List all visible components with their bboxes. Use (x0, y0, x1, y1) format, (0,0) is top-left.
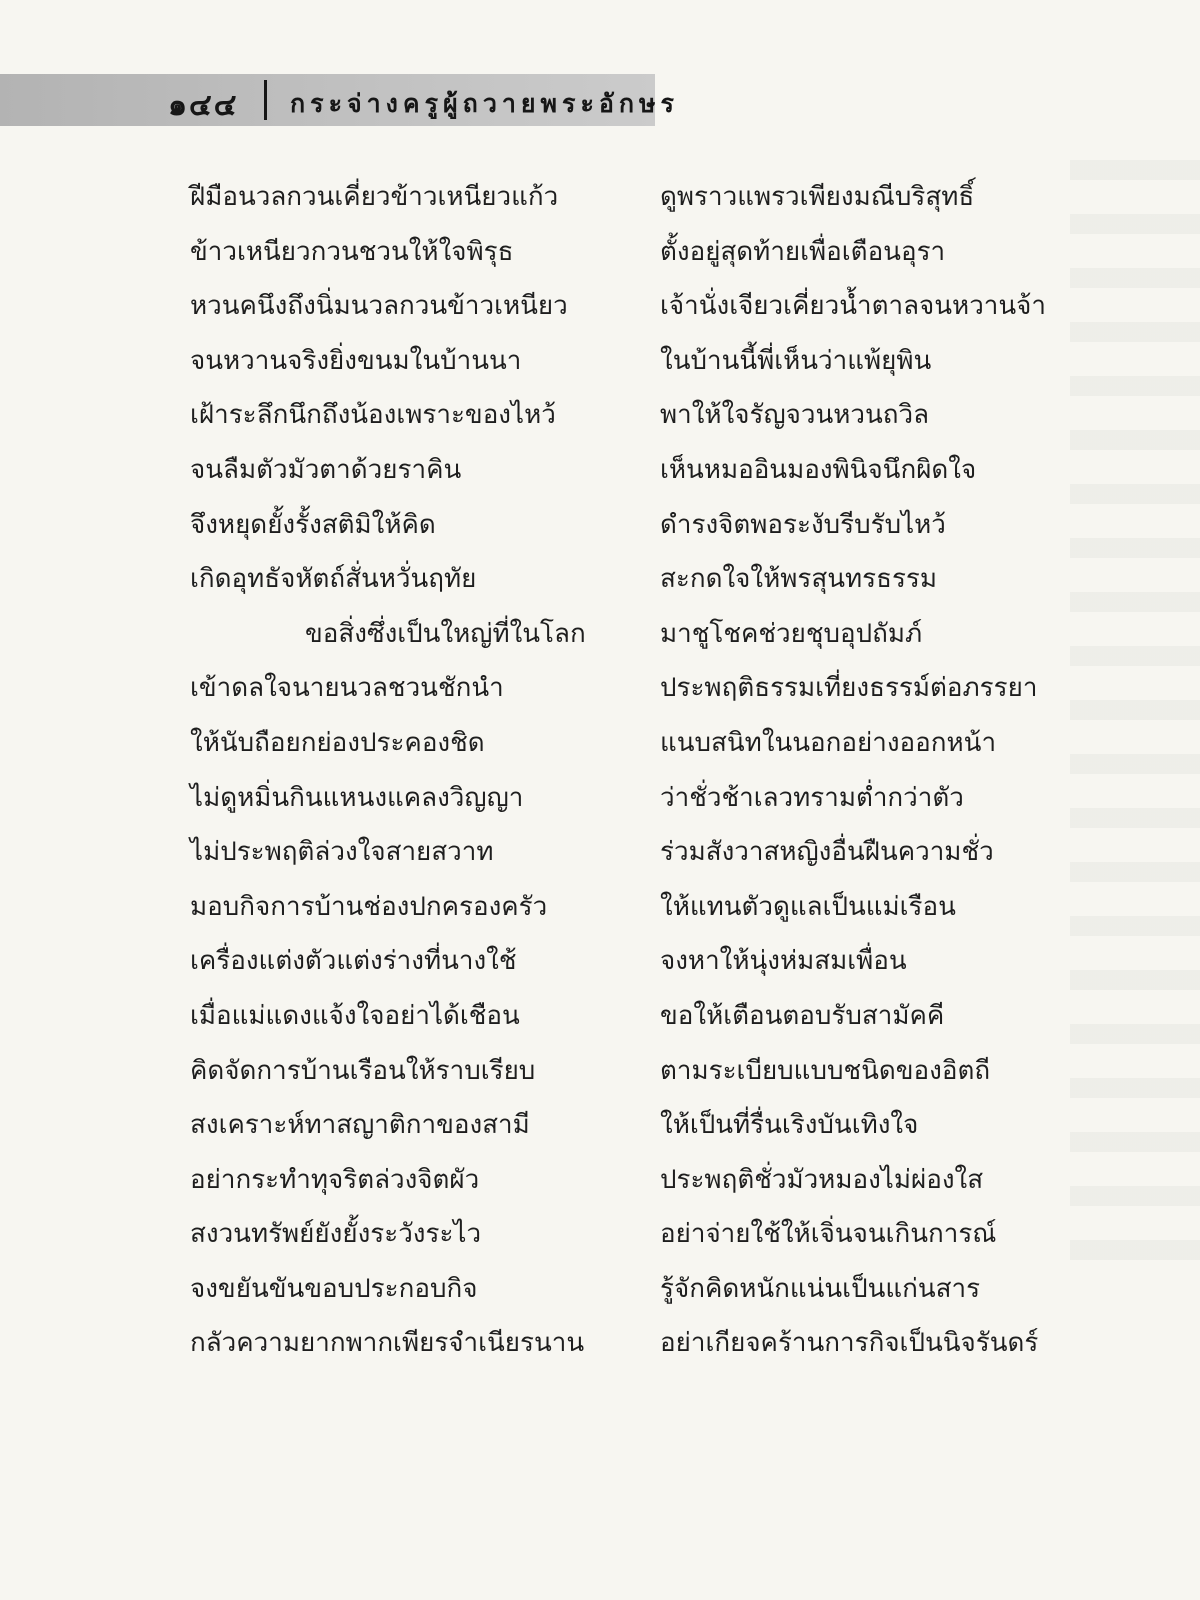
verse-line: จงหาให้นุ่งห่มสมเพื่อน (660, 946, 907, 977)
verse-line: เจ้านั่งเจียวเคี่ยวน้ำตาลจนหวานจ้า (660, 291, 1047, 322)
verse-line: คิดจัดการบ้านเรือนให้ราบเรียบ (190, 1055, 536, 1086)
verse-line: หวนคนึงถึงนิ่มนวลกวนข้าวเหนียว (190, 291, 568, 322)
verse-line: กลัวความยากพากเพียรจำเนียรนาน (190, 1328, 585, 1359)
verse-line: แนบสนิทในนอกอย่างออกหน้า (660, 727, 997, 758)
verse-column-right (660, 170, 1060, 1371)
verse-line: จนลืมตัวมัวตาด้วยราคิน (190, 454, 462, 485)
verse-line: ดูพราวแพรวเพียงมณีบริสุทธิ์ (660, 182, 975, 212)
verse-line: ร่วมสังวาสหญิงอื่นฝืนความชั่ว (660, 837, 994, 868)
verse-line: อย่ากระทำทุจริตล่วงจิตผัว (190, 1164, 480, 1195)
verse-line: ไม่ประพฤติล่วงใจสายสวาท (190, 837, 494, 868)
verse-line: ขอให้เตือนตอบรับสามัคคี (660, 1000, 945, 1031)
verse-line: จนหวานจริงยิ่งขนมในบ้านนา (190, 345, 522, 376)
verse-line: สงวนทรัพย์ยังยั้งระวังระไว (190, 1219, 482, 1250)
verse-line: สงเคราะห์ทาสญาติกาของสามี (190, 1110, 530, 1141)
verse-line: เข้าดลใจนายนวลชวนชักนำ (190, 673, 504, 704)
verse-line: ว่าชั่วช้าเลวทรามต่ำกว่าตัว (660, 782, 964, 813)
verse-line: ตามระเบียบแบบชนิดของอิตถี (660, 1055, 991, 1086)
verse-line: รู้จักคิดหนักแน่นเป็นแก่นสาร (660, 1273, 981, 1304)
verse-line: อย่าจ่ายใช้ให้เจิ่นจนเกินการณ์ (660, 1219, 997, 1250)
verse-line: สะกดใจให้พรสุนทรธรรม (660, 564, 938, 595)
verse-line: ไม่ดูหมิ่นกินแหนงแคลงวิญญา (190, 782, 524, 813)
verse-line: เครื่องแต่งตัวแต่งร่างที่นางใช้ (190, 946, 517, 977)
verse-line: ให้นับถือยกย่องประคองชิด (190, 727, 485, 758)
header-divider (264, 80, 267, 120)
verse-line: อย่าเกียจคร้านการกิจเป็นนิจรันดร์ (660, 1328, 1039, 1359)
verse-line: ให้แทนตัวดูแลเป็นแม่เรือน (660, 891, 956, 922)
verse-line: มอบกิจการบ้านช่องปกครองครัว (190, 891, 548, 922)
verse-line: ตั้งอยู่สุดท้ายเพื่อเตือนอุรา (660, 236, 946, 267)
verse-line: จึงหยุดยั้งรั้งสติมิให้คิด (190, 509, 436, 540)
verse-line: เมื่อแม่แดงแจ้งใจอย่าได้เชือน (190, 1000, 520, 1031)
verse-line-indented: ขอสิ่งซึ่งเป็นใหญ่ที่ในโลก (305, 618, 586, 649)
running-title: กระจ่างครูผู้ถวายพระอักษร (290, 89, 679, 118)
verse-line: ในบ้านนี้พี่เห็นว่าแพ้ยุพิน (660, 345, 932, 376)
show-through-background (1070, 160, 1200, 1260)
verse-line: ประพฤติชั่วมัวหมองไม่ผ่องใส (660, 1164, 984, 1195)
verse-line: เห็นหมออินมองพินิจนึกผิดใจ (660, 454, 977, 485)
page-number: ๑๔๔ (168, 88, 239, 123)
verse-line: ฝีมือนวลกวนเคี่ยวข้าวเหนียวแก้ว (190, 182, 559, 212)
verse-line: จงขยันขันขอบประกอบกิจ (190, 1273, 478, 1304)
verse-line: เฝ้าระลึกนึกถึงน้องเพราะของไหว้ (190, 400, 556, 431)
verse-column-left (190, 170, 650, 1371)
verse-line: ประพฤติธรรมเที่ยงธรรม์ต่อภรรยา (660, 673, 1038, 704)
verse-line: มาชูโชคช่วยชุบอุปถัมภ์ (660, 618, 923, 649)
verse-line: ให้เป็นที่รื่นเริงบันเทิงใจ (660, 1110, 919, 1141)
verse-line: เกิดอุทธัจหัตถ์สั่นหวั่นฤทัย (190, 564, 477, 595)
verse-line: ข้าวเหนียวกวนชวนให้ใจพิรุธ (190, 236, 514, 267)
verse-line: พาให้ใจรัญจวนหวนถวิล (660, 400, 930, 431)
verse-line: ดำรงจิตพอระงับรีบรับไหว้ (660, 509, 946, 540)
